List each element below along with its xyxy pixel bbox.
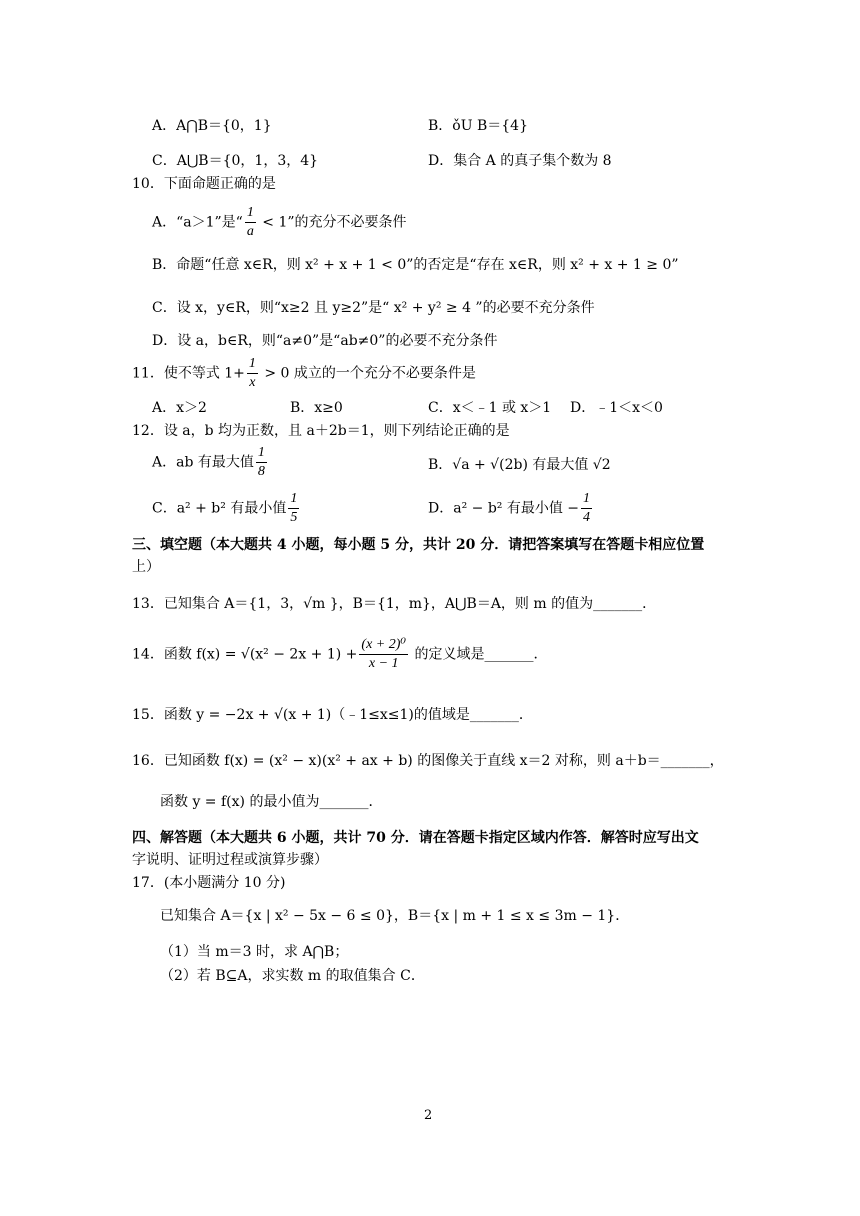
q10-option-c: C．设 x，y∈R，则“x≥2 且 y≥2”是“ x² + y² ≥ 4 ”的必要不充分条件	[152, 300, 595, 316]
q17-given: 已知集合 A＝{x | x² − 5x − 6 ≤ 0}，B＝{x | m + 1 ≤ x ≤ 3m − 1}．	[160, 908, 630, 924]
q11-stem	[132, 355, 476, 392]
q10-a-num: 1	[245, 204, 256, 223]
section-3-heading	[132, 535, 704, 555]
q11-pre: 11．使不等式 1+	[132, 365, 245, 382]
q10-a-fraction	[245, 204, 256, 241]
q10-a-post: < 1”的充分不必要条件	[257, 214, 407, 231]
section-4-line-1: 四、解答题（本大题共 6 小题，共计 70 分．请在答题卡指定区域内作答．解答时应写出文	[132, 830, 699, 846]
q14-post: 的定义域是_______．	[410, 646, 548, 663]
q12-a-pre: A．ab 有最大值	[152, 454, 254, 471]
q11-option-c: C．x＜﹣1 或 x＞1	[428, 400, 552, 416]
q9-option-b: B．ǒU B＝{4}	[428, 118, 528, 134]
q11-option-d: D．﹣1＜x＜0	[570, 400, 663, 416]
q9-option-a: A．A⋂B＝{0，1}	[152, 118, 272, 134]
q12-a-num: 1	[256, 444, 267, 463]
q12-option-d	[428, 490, 594, 527]
q10-option-b: B．命题“任意 x∈R，则 x² + x + 1 < 0”的否定是“存在 x∈R，则 x² + x + 1 ≥ 0”	[152, 257, 679, 273]
q14-pre: 14．函数 f(x) = √(x² − 2x + 1) +	[132, 646, 358, 663]
section-3-line-1: 三、填空题（本大题共 4 小题，每小题 5 分，共计 20 分．请把答案填写在答题卡相应位置	[132, 537, 705, 553]
q12-c-fraction	[288, 490, 299, 527]
q12-d-den: 4	[583, 510, 591, 525]
q11-option-b: B．x≥0	[290, 400, 343, 416]
q12-a-den: 8	[257, 464, 265, 479]
q17-title: 17．(本小题满分 10 分)	[132, 875, 286, 891]
q14	[132, 636, 547, 673]
q16-line-1: 16．已知函数 f(x) = (x² − x)(x² + ax + b) 的图像关于直线 x＝2 对称，则 a＋b＝_______，	[132, 753, 724, 769]
q9-option-c: C．A⋃B＝{0，1，3，4}	[152, 153, 319, 169]
q10-option-d: D．设 a，b∈R，则“a≠0”是“ab≠0”的必要不充分条件	[152, 333, 498, 349]
q10-a-pre: A．“a＞1”是“	[152, 214, 243, 231]
q9-option-d: D．集合 A 的真子集个数为 8	[428, 153, 612, 169]
q10-option-a	[152, 204, 407, 241]
q16-line-2: 函数 y = f(x) 的最小值为_______．	[160, 794, 383, 810]
q11-option-a: A．x＞2	[152, 400, 207, 416]
q12-stem: 12．设 a，b 均为正数，且 a＋2b＝1，则下列结论正确的是	[132, 423, 510, 439]
section-3-line-2: 上）	[132, 559, 160, 575]
section-4-line-2: 字说明、证明过程或演算步骤）	[132, 852, 328, 868]
page-number: 2	[424, 1108, 433, 1123]
q12-d-num: 1	[581, 490, 592, 509]
q12-a-fraction	[256, 444, 267, 481]
q15: 15．函数 y = −2x + √(x + 1)（﹣1≤x≤1)的值域是_______．	[132, 707, 533, 723]
q14-fraction	[359, 636, 408, 673]
q11-fraction	[247, 355, 258, 392]
q12-c-den: 5	[290, 510, 298, 525]
q11-post: > 0 成立的一个充分不必要条件是	[259, 365, 476, 382]
q14-den: x − 1	[368, 656, 399, 671]
q12-d-fraction	[581, 490, 592, 527]
q13: 13．已知集合 A＝{1，3，√m }，B＝{1，m}，A⋃B＝A，则 m 的值为_______．	[132, 596, 657, 612]
q17-part-1: （1）当 m＝3 时，求 A⋂B；	[160, 944, 349, 960]
q11-num: 1	[247, 355, 258, 374]
section-4-heading	[132, 828, 699, 848]
q11-den: x	[249, 375, 256, 390]
q12-c-pre: C．a² + b² 有最小值	[152, 500, 287, 517]
q12-d-pre: D．a² − b² 有最小值 −	[428, 500, 580, 517]
q17-part-2: （2）若 B⊆A，求实数 m 的取值集合 C．	[160, 968, 425, 984]
q12-option-c	[152, 490, 301, 527]
q12-c-num: 1	[288, 490, 299, 509]
q12-option-b: B．√a + √(2b) 有最大值 √2	[428, 457, 611, 473]
q10-a-den: a	[246, 224, 254, 239]
q12-option-a	[152, 444, 269, 481]
q14-num: (x + 2)⁰	[359, 636, 408, 655]
q10-stem: 10．下面命题正确的是	[132, 176, 276, 192]
